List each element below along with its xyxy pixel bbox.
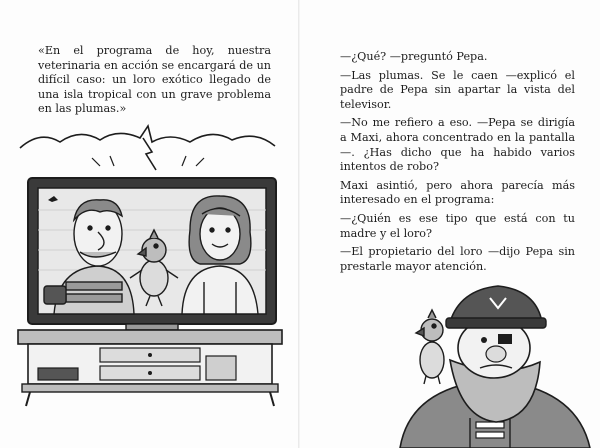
dialogue-paragraph: —¿Qué? —preguntó Pepa. xyxy=(340,50,488,63)
tv-program-quote xyxy=(38,44,271,121)
eyepatch xyxy=(498,334,512,344)
small-box xyxy=(206,356,236,380)
dialogue-paragraph: —¿Quién es ese tipo que está con tu madre y el loro? xyxy=(340,211,575,240)
cabinet-top xyxy=(18,330,282,344)
cloud-divider xyxy=(0,118,300,178)
dialogue-paragraph: —Las plumas. Se le caen —explicó el padre de Pepa sin apartar la vista del televisor. xyxy=(340,68,575,111)
dialogue-paragraph: —El propietario del loro —dijo Pepa sin prestarle mayor atención. xyxy=(340,245,575,273)
right-page xyxy=(300,0,600,448)
dialogue-text xyxy=(340,50,575,278)
dialogue-paragraph: —No me refiero a eso. —Pepa se dirigía a Maxi, ahora concentrado en la pantalla—. ¿Has dicho que ha habido varios intentos de robo? xyxy=(340,116,575,174)
quote-paragraph: «En el programa de hoy, nuestra veterinaria en acción se encargará de un difícil caso: un loro exótico llegado de una isla tropical con un grave problema en las plumas.» xyxy=(38,44,271,116)
parrot-on-shoulder xyxy=(416,310,444,384)
woman-veterinarian xyxy=(182,196,258,314)
dialogue-paragraph: Maxi asintió, pero ahora parecía más interesado en el programa: xyxy=(340,178,575,207)
pirate-illustration xyxy=(380,268,600,448)
tv-cabinet-illustration xyxy=(14,170,286,410)
books-stack xyxy=(38,368,78,380)
